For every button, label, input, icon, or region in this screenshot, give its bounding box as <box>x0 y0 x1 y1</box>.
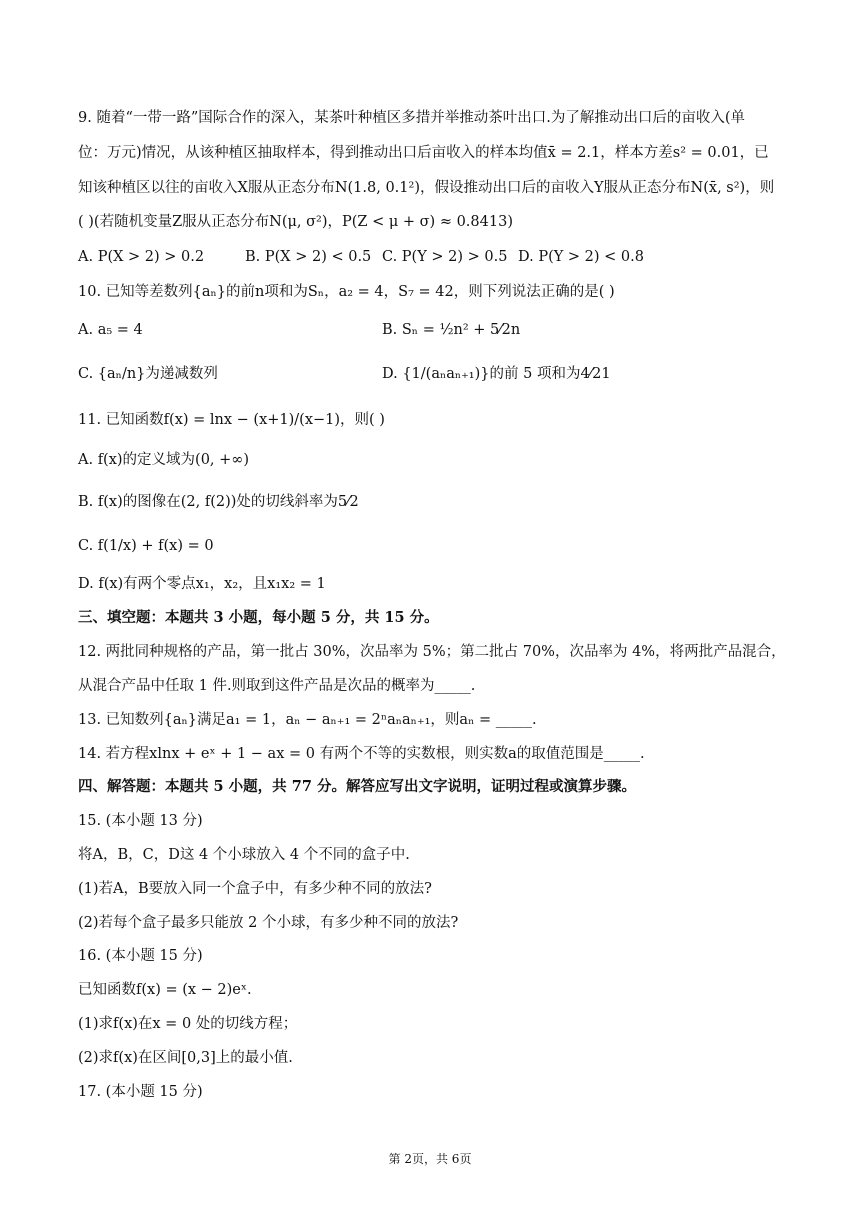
q15-stem: 将A，B，C，D这 4 个小球放入 4 个不同的盒子中. <box>78 847 410 863</box>
q10-option-d: D. {1/(aₙaₙ₊₁)}的前 5 项和为4⁄21 <box>382 366 611 382</box>
q9-option-d: D. P(Y > 2) < 0.8 <box>518 249 644 265</box>
q11-option-b: B. f(x)的图像在(2, f(2))处的切线斜率为5⁄2 <box>78 494 359 510</box>
q9-stem-line-2: 位：万元)情况，从该种植区抽取样本，得到推动出口后亩收入的样本均值x̄ = 2.1，样本方差s² = 0.01，已 <box>78 145 769 161</box>
q12-line-1: 12. 两批同种规格的产品，第一批占 30%，次品率为 5%；第二批占 70%，次品率为 4%，将两批产品混合， <box>78 644 786 660</box>
q16-stem: 已知函数f(x) = (x − 2)eˣ. <box>78 982 252 998</box>
q12-line-2: 从混合产品中任取 1 件.则取到这件产品是次品的概率为_____. <box>78 678 476 694</box>
q10-option-b: B. Sₙ = ½n² + 5⁄2n <box>382 322 521 338</box>
q9-stem-line-4: ( )(若随机变量Z服从正态分布N(μ, σ²)，P(Z < μ + σ) ≈ 0.8413) <box>78 214 513 230</box>
q13: 13. 已知数列{aₙ}满足a₁ = 1，aₙ − aₙ₊₁ = 2ⁿaₙaₙ₊₁，则aₙ = _____. <box>78 712 537 728</box>
q10-stem: 10. 已知等差数列{aₙ}的前n项和为Sₙ，a₂ = 4，S₇ = 42，则下列说法正确的是( ) <box>78 284 615 300</box>
q15-part-1: (1)若A，B要放入同一个盒子中，有多少种不同的放法? <box>78 881 432 897</box>
q9-option-b: B. P(X > 2) < 0.5 <box>245 249 372 265</box>
q10-option-c: C. {aₙ/n}为递减数列 <box>78 366 218 382</box>
section-4-heading: 四、解答题：本题共 5 小题，共 77 分。解答应写出文字说明，证明过程或演算步骤。 <box>78 778 636 795</box>
q11-stem: 11. 已知函数f(x) = lnx − (x+1)/(x−1)，则( ) <box>78 412 385 428</box>
q15-part-2: (2)若每个盒子最多只能放 2 个小球，有多少种不同的放法? <box>78 915 459 931</box>
q9-option-c: C. P(Y > 2) > 0.5 <box>382 249 508 265</box>
q11-option-a: A. f(x)的定义域为(0, +∞) <box>78 452 250 468</box>
q10-option-a: A. a₅ = 4 <box>78 322 143 338</box>
q16-part-1: (1)求f(x)在x = 0 处的切线方程； <box>78 1016 298 1032</box>
q16-part-2: (2)求f(x)在区间[0,3]上的最小值. <box>78 1050 293 1066</box>
page-footer: 第 2页，共 6页 <box>388 1152 472 1166</box>
section-3-heading: 三、填空题：本题共 3 小题，每小题 5 分，共 15 分。 <box>78 609 439 626</box>
q9-stem-line-3: 知该种植区以往的亩收入X服从正态分布N(1.8, 0.1²)，假设推动出口后的亩收入Y服从正态分布N(x̄, s²)，则 <box>78 180 775 196</box>
q17-title: 17. (本小题 15 分) <box>78 1084 203 1100</box>
q15-title: 15. (本小题 13 分) <box>78 813 203 829</box>
q14: 14. 若方程xlnx + eˣ + 1 − ax = 0 有两个不等的实数根，则实数a的取值范围是_____. <box>78 746 645 762</box>
q9-stem-line-1: 9. 随着“一带一路”国际合作的深入，某茶叶种植区多措并举推动茶叶出口.为了解推动出口后的亩收入(单 <box>78 110 746 126</box>
q11-option-c: C. f(1/x) + f(x) = 0 <box>78 538 214 554</box>
q11-option-d: D. f(x)有两个零点x₁，x₂，且x₁x₂ = 1 <box>78 576 326 592</box>
q9-option-a: A. P(X > 2) > 0.2 <box>78 249 205 265</box>
q16-title: 16. (本小题 15 分) <box>78 948 203 964</box>
